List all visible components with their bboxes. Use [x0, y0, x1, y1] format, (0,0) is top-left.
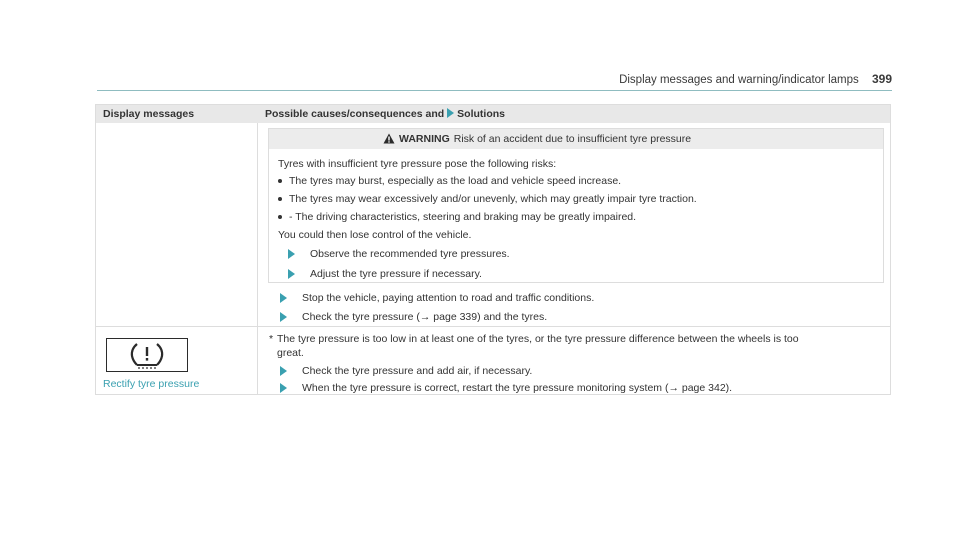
arrow-right-icon: [447, 108, 454, 118]
display-message-rectify-tyre-pressure: Rectify tyre pressure: [103, 378, 200, 390]
row1-step: [302, 292, 594, 304]
header-divider: [97, 90, 892, 91]
warning-box: [268, 128, 884, 283]
row2-step: [302, 382, 732, 394]
arrow-right-icon: [288, 269, 295, 279]
col-header-causes: [265, 108, 505, 120]
warning-bullet: - The driving characteristics, steering and braking may be greatly impaired.: [289, 211, 637, 223]
warning-title: [399, 133, 691, 145]
warning-bullet: The tyres may wear excessively and/or unevenly, which may greatly impair tyre traction.: [289, 193, 697, 205]
page-header: [619, 72, 892, 86]
arrow-right-icon: [288, 249, 295, 259]
col-header-causes-text: Possible causes/consequences and: [265, 108, 445, 120]
warning-title-text: Risk of an accident due to insufficient tyre pressure: [453, 133, 692, 145]
row1-step-text: Stop the vehicle, paying attention to road and traffic conditions.: [302, 292, 595, 304]
cause-text-line1: The tyre pressure is too low in at least one of the tyres, or the tyre pressure difference between the wheels is too: [277, 333, 799, 345]
arrow-right-icon: [280, 383, 287, 393]
arrow-right-icon: [280, 312, 287, 322]
tyre-pressure-icon-box: [106, 338, 188, 377]
cause-text-line2: great.: [277, 347, 304, 359]
warning-step-text: Observe the recommended tyre pressures.: [310, 248, 510, 260]
warning-step-text: Adjust the tyre pressure if necessary.: [310, 268, 482, 280]
warning-label: WARNING: [399, 133, 450, 145]
cause-marker: *: [269, 333, 274, 345]
row2-step-text: When the tyre pressure is correct, restart the tyre pressure monitoring system (→ page 342).: [302, 382, 733, 394]
col-header-solutions: Solutions: [457, 108, 506, 120]
arrow-right-icon: [280, 366, 287, 376]
row1-step-text: Check the tyre pressure (→ page 339) and the tyres.: [302, 311, 548, 323]
column-divider: [257, 123, 258, 394]
warning-consequence: You could then lose control of the vehicle.: [278, 229, 472, 241]
tyre-pressure-warning-icon: [106, 338, 188, 372]
warning-bullet: The tyres may burst, especially as the load and vehicle speed increase.: [289, 175, 622, 187]
col-header-display-messages: Display messages: [103, 108, 195, 120]
row-divider: [96, 326, 890, 327]
table-header: [96, 105, 890, 123]
row2-step-text: Check the tyre pressure and add air, if necessary.: [302, 365, 533, 377]
warning-triangle-icon: [383, 133, 395, 144]
messages-table: [95, 104, 891, 395]
warning-header: [269, 129, 883, 149]
row2-step: [302, 365, 532, 377]
warning-step: [310, 248, 510, 260]
warning-intro: Tyres with insufficient tyre pressure pose the following risks:: [278, 158, 557, 170]
page-header-title: Display messages and warning/indicator lamps: [619, 74, 859, 86]
arrow-right-icon: [280, 293, 287, 303]
warning-step: [310, 268, 482, 280]
row1-step: [302, 311, 547, 323]
page-number: 399: [871, 72, 892, 86]
